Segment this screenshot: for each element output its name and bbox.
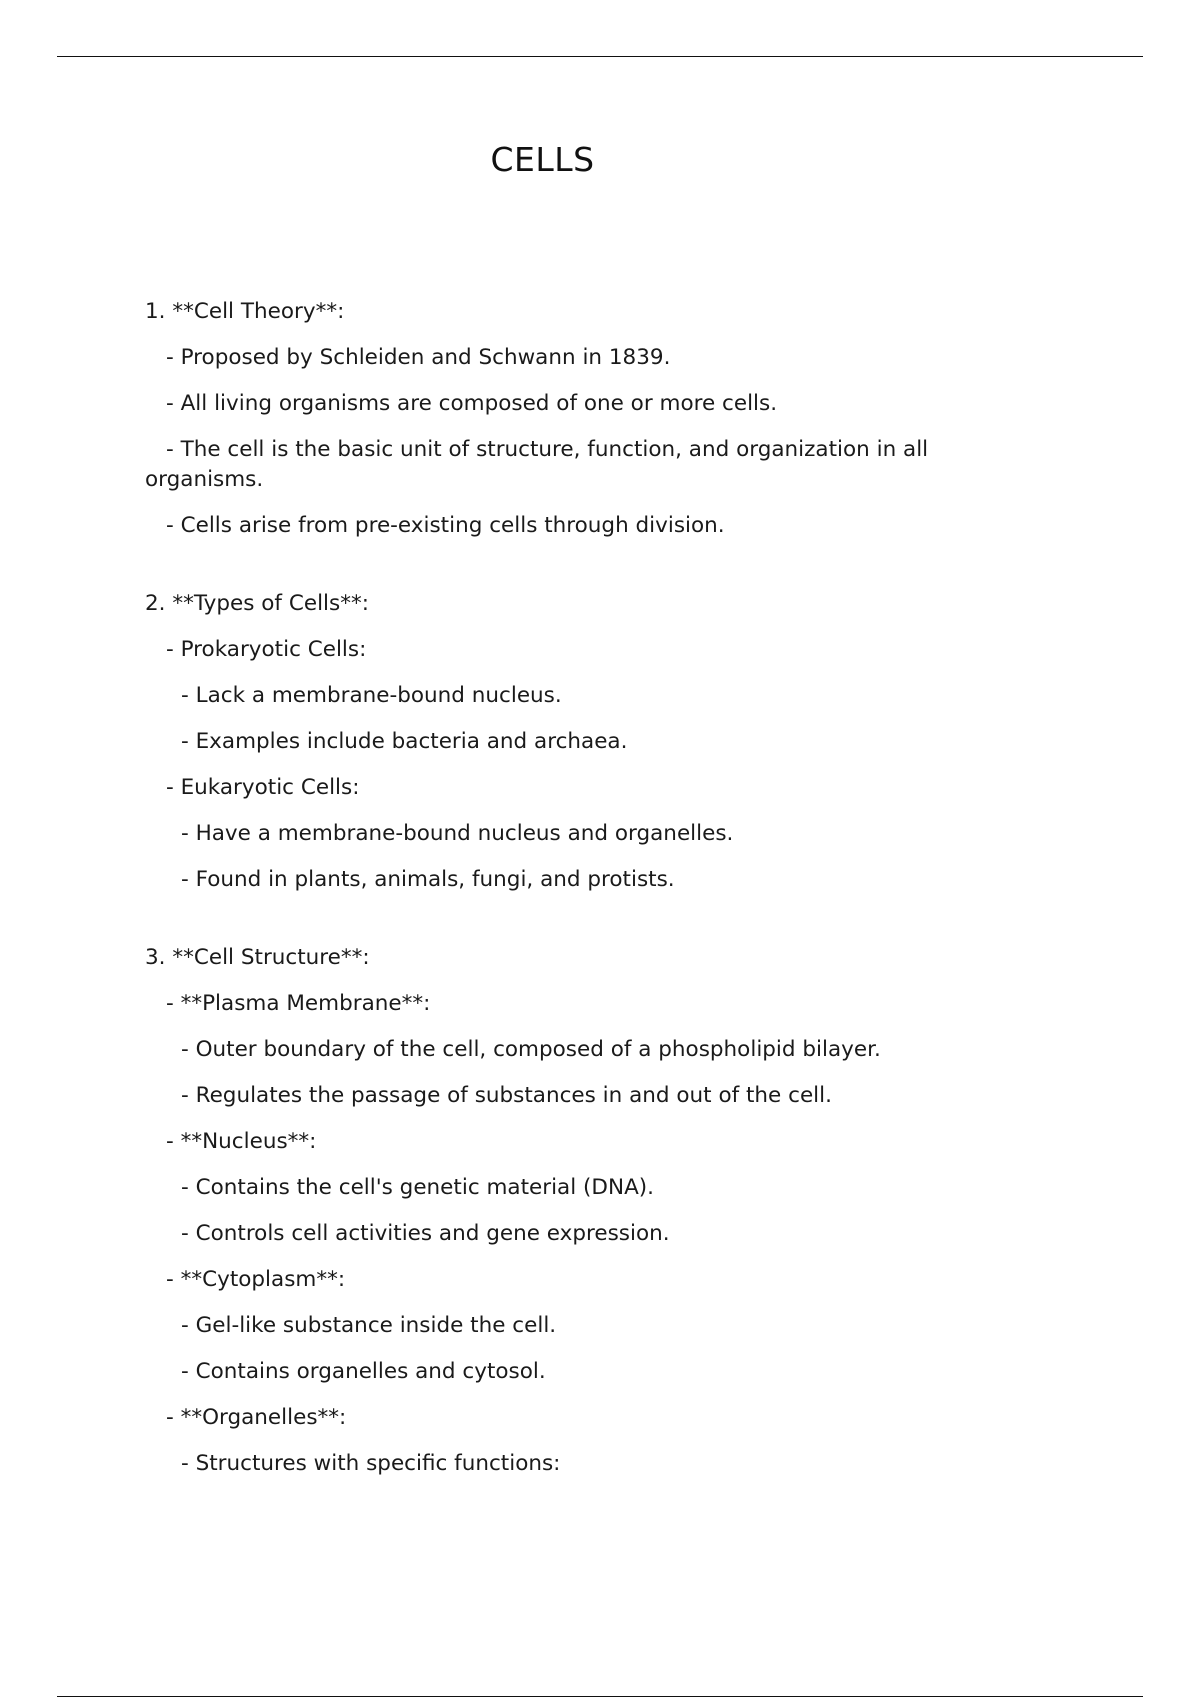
list-item: - Outer boundary of the cell, composed of a phospholipid bilayer. (181, 1037, 881, 1062)
list-item: - **Cytoplasm**: (166, 1267, 346, 1292)
list-item: - Controls cell activities and gene expression. (181, 1221, 670, 1246)
section-heading-types-of-cells: 2. **Types of Cells**: (145, 591, 369, 616)
list-item: - Regulates the passage of substances in and out of the cell. (181, 1083, 832, 1108)
list-item (145, 435, 1005, 495)
list-item: - Lack a membrane-bound nucleus. (181, 683, 562, 708)
list-item: - Proposed by Schleiden and Schwann in 1839. (166, 345, 671, 370)
list-item: - Have a membrane-bound nucleus and organelles. (181, 821, 734, 846)
bottom-divider (57, 1696, 1143, 1697)
list-item: - Cells arise from pre-existing cells through division. (166, 513, 725, 538)
list-item: - Contains organelles and cytosol. (181, 1359, 546, 1384)
list-item: - Found in plants, animals, fungi, and protists. (181, 867, 675, 892)
top-divider (57, 56, 1143, 57)
section-heading-cell-structure: 3. **Cell Structure**: (145, 945, 370, 970)
list-item: - Prokaryotic Cells: (166, 637, 367, 662)
list-item: - Contains the cell's genetic material (DNA). (181, 1175, 654, 1200)
list-item: - Examples include bacteria and archaea. (181, 729, 628, 754)
list-item: - Eukaryotic Cells: (166, 775, 360, 800)
page-title: CELLS (490, 140, 595, 179)
list-item: - All living organisms are composed of one or more cells. (166, 391, 778, 416)
list-item-text: - The cell is the basic unit of structure, function, and organization in all organisms. (145, 437, 929, 492)
list-item: - **Organelles**: (166, 1405, 347, 1430)
list-item: - **Plasma Membrane**: (166, 991, 431, 1016)
document-body (145, 297, 1005, 1495)
list-item: - Structures with specific functions: (181, 1451, 561, 1476)
list-item: - Gel-like substance inside the cell. (181, 1313, 557, 1338)
section-heading-cell-theory: 1. **Cell Theory**: (145, 299, 345, 324)
list-item: - **Nucleus**: (166, 1129, 317, 1154)
